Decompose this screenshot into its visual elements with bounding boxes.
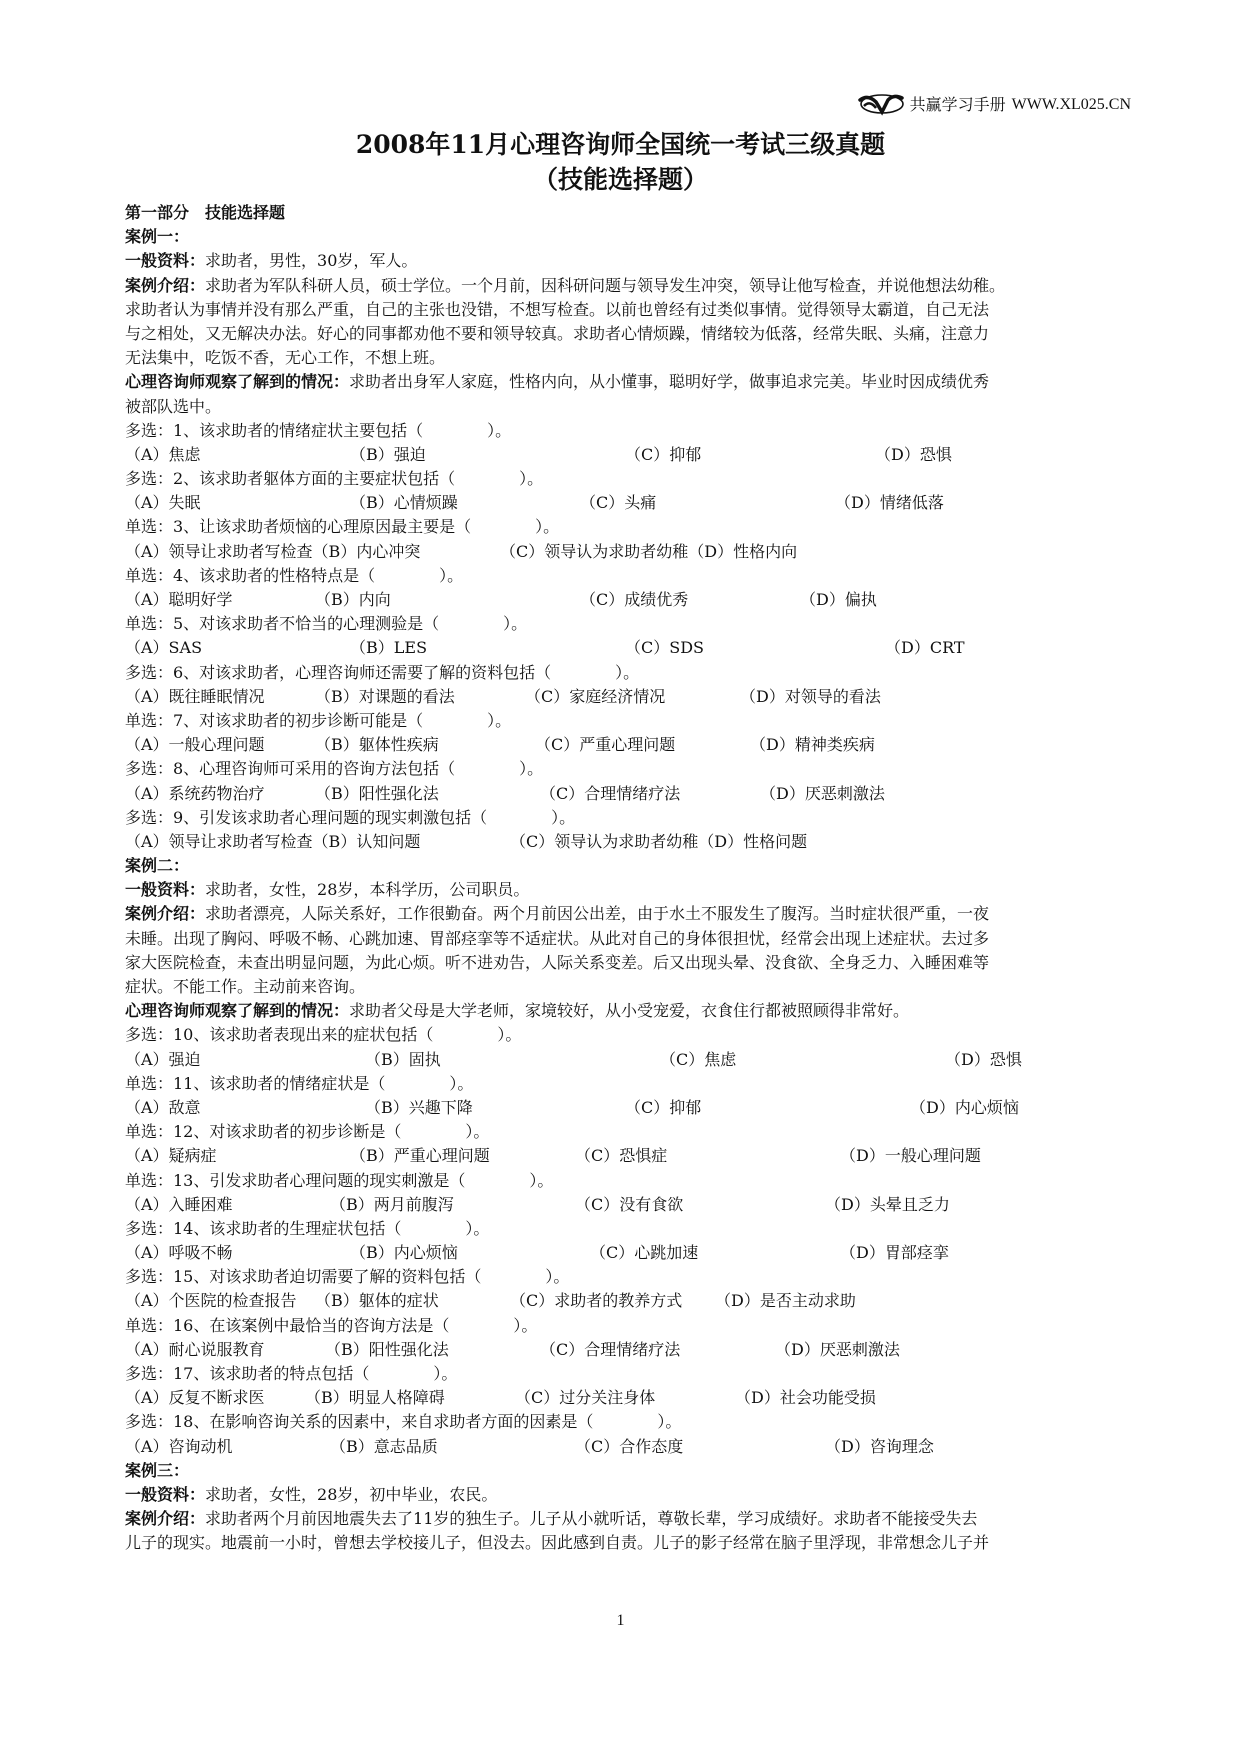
question-stem: 多选：2、该求助者躯体方面的主要症状包括（ ）。 — [125, 469, 544, 489]
case-intro-line — [125, 346, 1125, 370]
option-row — [125, 1144, 1125, 1168]
brand-name: 共赢学习手册 — [909, 95, 1006, 114]
field-label: 一般资料： — [125, 1484, 206, 1504]
option-d: （D）厌恶刺激法 — [760, 783, 885, 803]
option-d: （D）一般心理问题 — [840, 1146, 981, 1166]
option-a: （A）入睡困难 — [125, 1194, 233, 1214]
question-stem: 单选：7、对该求助者的初步诊断可能是（ ）。 — [125, 710, 512, 730]
case-intro-text: 未睡。出现了胸闷、呼吸不畅、心跳加速、胃部痉挛等不适症状。从此对自己的身体很担忧，经常会出现上述症状。去过多 — [125, 928, 990, 948]
part-title: 第一部分 技能选择题 — [125, 203, 286, 222]
option-row — [125, 1338, 1125, 1362]
option-b: （B）内向 — [315, 590, 391, 609]
option-row — [125, 1435, 1125, 1459]
option-row — [125, 1048, 1125, 1072]
option-a: （A）反复不断求医 — [125, 1388, 265, 1408]
option-c: （C）心跳加速 — [590, 1243, 699, 1263]
option-a: （A）系统药物治疗 — [125, 783, 265, 803]
option-row — [125, 733, 1125, 757]
case-intro-text: 与之相处，又无解决办法。好心的同事都劝他不要和领导较真。求助者心情烦躁，情绪较为低落，经常失眠、头痛，注意力 — [125, 323, 990, 343]
option-d: （D）内心烦恼 — [910, 1097, 1019, 1117]
option-a: （A）失眠 — [125, 493, 201, 513]
question-stem: 单选：4、该求助者的性格特点是（ ）。 — [125, 565, 464, 585]
case-intro-line — [125, 322, 1125, 346]
field-text: 求助者，女性，28岁，初中毕业，农民。 — [205, 1484, 498, 1504]
option-c: （C）焦虑 — [660, 1049, 737, 1069]
option-row — [125, 1386, 1125, 1410]
case-intro-line — [125, 927, 1125, 951]
option-a: （A）一般心理问题 — [125, 735, 265, 755]
option-b: （C）领导认为求助者幼稚（D）性格问题 — [510, 831, 808, 851]
document-body — [125, 201, 1125, 1556]
option-row — [125, 636, 1125, 660]
option-c: （C）抑郁 — [625, 444, 702, 464]
counselor-observation-line — [125, 395, 1125, 419]
option-a: （A）强迫 — [125, 1049, 201, 1069]
counselor-observation-line — [125, 370, 1125, 394]
case-intro-label: 案例介绍： — [125, 275, 206, 295]
page-title: 2008年11月心理咨询师全国统一考试三级真题 — [355, 130, 886, 159]
option-c: （C）成绩优秀 — [580, 590, 689, 609]
general-info — [125, 249, 1125, 273]
option-row — [125, 685, 1125, 709]
option-c: （C）严重心理问题 — [535, 735, 676, 755]
option-d: （D）精神类疾病 — [750, 735, 875, 755]
general-info — [125, 878, 1125, 902]
field-text: 求助者，男性，30岁，军人。 — [205, 251, 418, 271]
option-a: （A）既往睡眠情况 — [125, 686, 265, 706]
option-row — [125, 443, 1125, 467]
case-intro-line — [125, 1531, 1125, 1555]
option-b: （B）严重心理问题 — [350, 1146, 490, 1166]
option-c: （C）求助者的教养方式 — [510, 1291, 683, 1311]
option-row — [125, 588, 1125, 612]
option-d: （D）情绪低落 — [835, 493, 944, 513]
question-stem: 多选：6、对该求助者，心理咨询师还需要了解的资料包括（ ）。 — [125, 662, 640, 682]
option-row — [125, 540, 1125, 564]
question-stem: 单选：11、该求助者的情绪症状是（ ）。 — [125, 1073, 474, 1093]
case-intro-line — [125, 298, 1125, 322]
option-c: （C）SDS — [625, 638, 704, 658]
option-a: （A）咨询动机 — [125, 1436, 233, 1456]
case-intro-line — [125, 951, 1125, 975]
brand-logo-icon — [858, 92, 904, 118]
option-d: （D）CRT — [885, 638, 965, 658]
counselor-observation-text: 被部队选中。 — [125, 396, 222, 416]
option-d: （D）恐惧 — [945, 1049, 1022, 1069]
option-a: （A）个医院的检查报告 — [125, 1291, 297, 1311]
option-row — [125, 1289, 1125, 1313]
option-b: （B）阳性强化法 — [325, 1339, 449, 1359]
option-b: （B）固执 — [365, 1049, 441, 1069]
option-c: （C）恐惧症 — [575, 1146, 668, 1166]
option-c: （C）头痛 — [580, 493, 657, 513]
case-intro-line — [125, 975, 1125, 999]
option-row — [125, 491, 1125, 515]
option-a: （A）敌意 — [125, 1097, 201, 1117]
option-d: （D）头晕且乏力 — [825, 1194, 950, 1214]
option-d: （D）是否主动求助 — [715, 1291, 856, 1311]
case-intro-label: 案例介绍： — [125, 904, 206, 924]
question-stem: 单选：3、让该求助者烦恼的心理原因最主要是（ ）。 — [125, 517, 560, 537]
page-number: 1 — [616, 1612, 625, 1629]
case-intro-text: 无法集中，吃饭不香，无心工作，不想上班。 — [125, 348, 446, 368]
option-b: （B）明显人格障碍 — [305, 1388, 445, 1408]
option-b: （B）兴趣下降 — [365, 1097, 473, 1117]
case-intro-line — [125, 1507, 1125, 1531]
case-intro-label: 案例介绍： — [125, 1509, 206, 1529]
option-b: （B）内心烦恼 — [350, 1243, 458, 1263]
case-heading: 案例三： — [125, 1460, 190, 1480]
option-row — [125, 1193, 1125, 1217]
counselor-observation-text: 求助者出身军人家庭，性格内向，从小懂事，聪明好学，做事追求完美。毕业时因成绩优秀 — [349, 372, 990, 392]
question-stem: 多选：14、该求助者的生理症状包括（ ）。 — [125, 1218, 490, 1238]
option-a: （A）SAS — [125, 638, 203, 658]
option-b: （B）躯体性疾病 — [315, 735, 439, 755]
counselor-observation-label: 心理咨询师观察了解到的情况： — [125, 372, 350, 392]
option-row — [125, 782, 1125, 806]
option-a: （A）疑病症 — [125, 1146, 217, 1166]
case-intro-text: 求助者为军队科研人员，硕士学位。一个月前，因科研问题与领导发生冲突，领导让他写检查，并说他想法幼稚。 — [205, 275, 1006, 295]
option-b: （C）领导认为求助者幼稚（D）性格内向 — [500, 541, 798, 561]
option-d: （D）偏执 — [800, 590, 877, 609]
question-stem: 多选：17、该求助者的特点包括（ ）。 — [125, 1364, 458, 1383]
option-b: （B）两月前腹泻 — [330, 1194, 454, 1214]
option-c: （C）合作态度 — [575, 1436, 684, 1456]
page-subtitle: （技能选择题） — [532, 165, 708, 194]
option-c: （C）没有食欲 — [575, 1194, 684, 1214]
option-c: （C）过分关注身体 — [515, 1388, 656, 1408]
case-heading: 案例一： — [125, 227, 190, 247]
case-intro-text: 求助者两个月前因地震失去了11岁的独生子。儿子从小就听话，尊敬长辈，学习成绩好。求助者不能接受失去 — [205, 1509, 978, 1529]
counselor-observation-label: 心理咨询师观察了解到的情况： — [125, 1001, 350, 1021]
option-c: （C）家庭经济情况 — [525, 686, 666, 706]
option-d: （D）厌恶刺激法 — [775, 1339, 900, 1359]
option-a: （A）领导让求助者写检查（B）内心冲突 — [125, 541, 421, 561]
case-intro-line — [125, 902, 1125, 926]
option-d: （D）社会功能受损 — [735, 1388, 876, 1408]
question-stem: 多选：1、该求助者的情绪症状主要包括（ ）。 — [125, 420, 512, 440]
question-stem: 多选：8、心理咨询师可采用的咨询方法包括（ ）。 — [125, 759, 544, 779]
field-text: 求助者，女性，28岁，本科学历，公司职员。 — [205, 880, 530, 900]
case-intro-text: 儿子的现实。地震前一小时，曾想去学校接儿子，但没去。因此感到自责。儿子的影子经常在脑子里浮现，非常想念儿子并 — [125, 1533, 990, 1553]
option-b: （B）强迫 — [350, 444, 426, 464]
counselor-observation-line — [125, 999, 1125, 1023]
case-intro-text: 求助者漂亮，人际关系好，工作很勤奋。两个月前因公出差，由于水土不服发生了腹泻。当时症状很严重，一夜 — [205, 904, 990, 924]
option-row — [125, 1241, 1125, 1265]
question-stem: 单选：13、引发求助者心理问题的现实刺激是（ ）。 — [125, 1170, 554, 1190]
option-b: （B）阳性强化法 — [315, 783, 439, 803]
option-b: （B）躯体的症状 — [315, 1291, 439, 1311]
option-b: （B）LES — [350, 638, 428, 658]
question-stem: 多选：10、该求助者表现出来的症状包括（ ）。 — [125, 1025, 522, 1045]
option-a: （A）聪明好学 — [125, 590, 233, 609]
option-b: （B）意志品质 — [330, 1436, 438, 1456]
option-d: （D）对领导的看法 — [740, 686, 881, 706]
option-row — [125, 830, 1125, 854]
option-b: （B）心情烦躁 — [350, 493, 458, 513]
counselor-observation-text: 求助者父母是大学老师，家境较好，从小受宠爱，衣食住行都被照顾得非常好。 — [349, 1001, 910, 1021]
case-intro-line — [125, 274, 1125, 298]
option-a: （A）焦虑 — [125, 444, 201, 464]
question-stem: 多选：15、对该求助者迫切需要了解的资料包括（ ）。 — [125, 1267, 570, 1287]
option-row — [125, 1096, 1125, 1120]
case-intro-text: 家大医院检查，未查出明显问题，为此心烦。听不进劝告，人际关系变差。后又出现头晕、没食欲、全身乏力、入睡困难等 — [125, 952, 990, 972]
case-heading: 案例二： — [125, 856, 190, 876]
option-c: （C）合理情绪疗法 — [540, 783, 681, 803]
case-intro-text: 求助者认为事情并没有那么严重，自己的主张也没错，不想写检查。以前也曾经有过类似事情。觉得领导太霸道，自己无法 — [125, 299, 990, 319]
field-label: 一般资料： — [125, 251, 206, 271]
option-a: （A）呼吸不畅 — [125, 1243, 233, 1263]
option-c: （C）抑郁 — [625, 1097, 702, 1117]
option-d: （D）恐惧 — [875, 444, 952, 464]
header-brand — [858, 92, 1131, 118]
question-stem: 单选：5、对该求助者不恰当的心理测验是（ ）。 — [125, 614, 528, 634]
case-intro-text: 症状。不能工作。主动前来咨询。 — [125, 977, 366, 996]
general-info — [125, 1483, 1125, 1507]
option-d: （D）胃部痉挛 — [840, 1243, 949, 1263]
question-stem: 单选：16、在该案例中最恰当的咨询方法是（ ）。 — [125, 1315, 538, 1335]
option-a: （A）领导让求助者写检查（B）认知问题 — [125, 831, 421, 851]
question-stem: 单选：12、对该求助者的初步诊断是（ ）。 — [125, 1122, 490, 1142]
question-stem: 多选：9、引发该求助者心理问题的现实刺激包括（ ）。 — [125, 807, 576, 827]
field-label: 一般资料： — [125, 880, 206, 900]
brand-url: WWW.XL025.CN — [1011, 96, 1131, 113]
option-a: （A）耐心说服教育 — [125, 1339, 265, 1359]
option-d: （D）咨询理念 — [825, 1436, 934, 1456]
option-b: （B）对课题的看法 — [315, 686, 455, 706]
option-c: （C）合理情绪疗法 — [540, 1339, 681, 1359]
question-stem: 多选：18、在影响咨询关系的因素中，来自求助者方面的因素是（ ）。 — [125, 1412, 682, 1432]
